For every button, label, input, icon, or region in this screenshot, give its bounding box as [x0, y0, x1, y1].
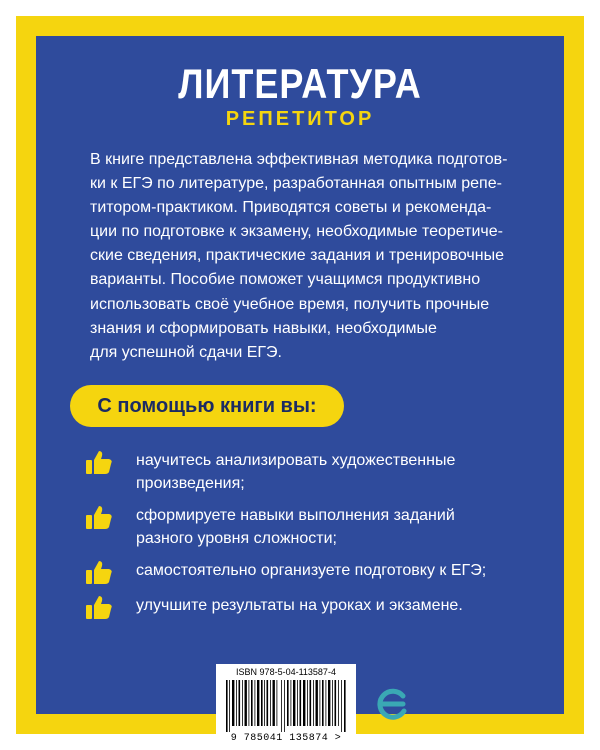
isbn-barcode — [216, 664, 356, 746]
description-line: использовать своё учебное время, получить прочные — [90, 295, 490, 313]
benefit-line: разного уровня сложности; — [136, 530, 337, 547]
description-line: ции по подготовке к экзамену, необходимые теоретиче- — [90, 223, 503, 241]
barcode-digits: 9 785041 135874 > — [230, 733, 342, 744]
benefit-line: самостоятельно организуете подготовку к ЕГЭ; — [136, 562, 487, 579]
benefits-heading: С помощью книги вы: — [97, 395, 317, 417]
eksmo-e-logo-icon — [372, 684, 412, 724]
book-back-cover — [16, 16, 584, 744]
thumbs-up-icon — [84, 592, 114, 622]
benefit-text — [136, 449, 546, 495]
barcode-bars — [224, 680, 348, 732]
benefit-line: сформируете навыки выполнения заданий — [136, 507, 455, 524]
description-line: для успешной сдачи ЕГЭ. — [90, 343, 282, 361]
benefit-text — [136, 594, 546, 617]
description-line: В книге представлена эффективная методика подготов- — [90, 151, 508, 168]
description-line: ские сведения, практические задания и тренировочные — [90, 247, 504, 265]
thumbs-up-icon — [84, 447, 114, 477]
isbn-number: ISBN 978-5-04-113587-4 — [236, 667, 336, 677]
benefit-line: научитесь анализировать художественные — [136, 452, 456, 469]
cover-panel — [36, 36, 564, 714]
thumbs-up-icon — [84, 557, 114, 587]
description-line: варианты. Пособие поможет учащимся продуктивно — [90, 271, 481, 289]
thumbs-up-icon — [84, 502, 114, 532]
book-title: ЛИТЕРАТУРА — [178, 60, 422, 108]
description-line: знания и сформировать навыки, необходимые — [90, 319, 437, 337]
book-subtitle: РЕПЕТИТОР — [225, 108, 375, 130]
description-line: ки к ЕГЭ по литературе, разработанная опытным репе- — [90, 175, 502, 193]
benefit-text — [136, 559, 546, 582]
benefit-text — [136, 504, 546, 550]
benefit-line: произведения; — [136, 475, 245, 492]
benefit-line: улучшите результаты на уроках и экзамене. — [136, 597, 463, 614]
description-line: титором-практиком. Приводятся советы и рекоменда- — [90, 199, 492, 217]
benefits-heading-pill — [70, 385, 344, 427]
book-description — [90, 148, 530, 365]
